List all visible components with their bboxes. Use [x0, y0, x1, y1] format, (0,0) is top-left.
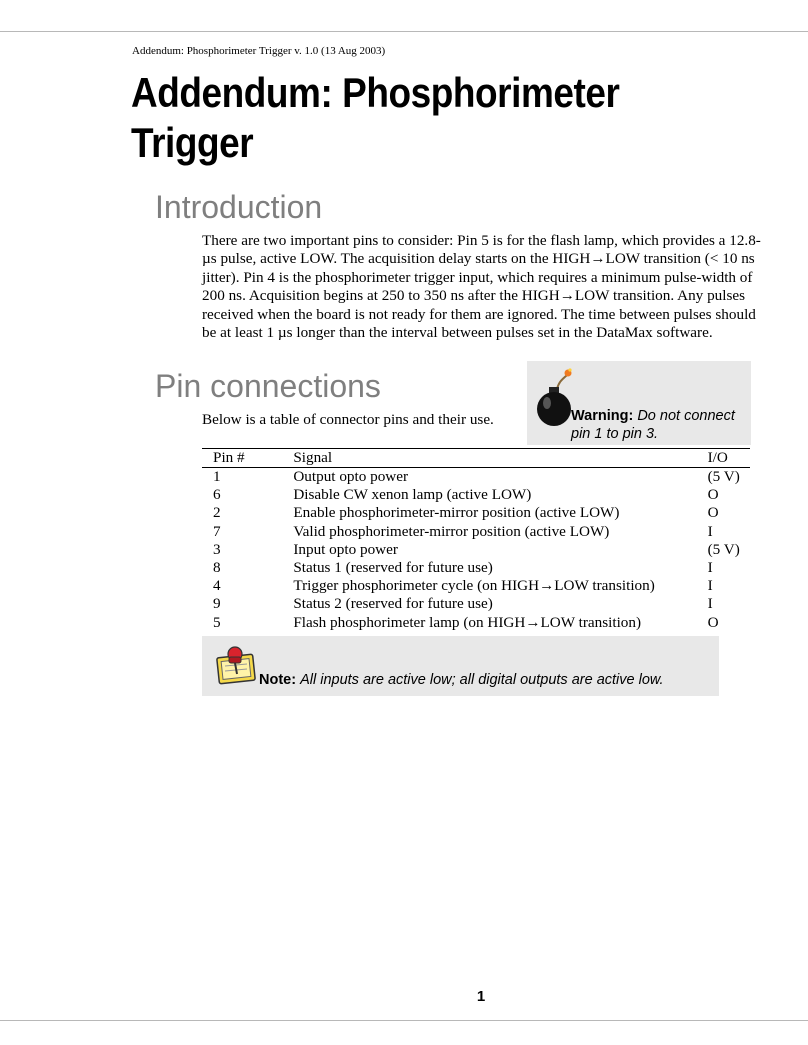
pin-cell: 9 [213, 595, 221, 613]
notepad-pushpin-icon [212, 640, 260, 688]
table-row [202, 577, 750, 595]
io-cell: (5 V) [707, 468, 740, 486]
note-label: Note: [259, 672, 297, 688]
signal-cell: Status 2 (reserved for future use) [293, 595, 493, 613]
pin-connections-heading: Pin connections [155, 368, 381, 404]
warning-message: Do not connect pin 1 to pin 3. [571, 408, 735, 442]
introduction-paragraph: There are two important pins to consider: Pin 5 is for the flash lamp, which provides a 12.8-µs pulse, active LOW. The acquisition delay starts on the HIGH→LOW transition (< 10 ns jitter). Pin 4 is the phosphorimeter trigger input, which requires a minimum pulse-width of 200 ns. Acquisition begins at 250 to 350 ns after the HIGH→LOW transition. Any pulses received when the board is not ready for them are ignored. The time between pulses should be at least 1 µs longer than the interval between pulses set in the DataMax software. [202, 232, 761, 342]
page-number: 1 [476, 988, 486, 1005]
io-cell: O [707, 613, 719, 631]
header-pin: Pin # [213, 449, 245, 466]
pin-cell: 7 [213, 522, 221, 540]
note-text [259, 672, 664, 688]
pin-cell: 1 [213, 468, 221, 486]
io-cell: I [707, 559, 713, 577]
io-cell: I [707, 522, 713, 540]
io-cell: O [707, 504, 719, 522]
signal-cell: Output opto power [293, 468, 409, 486]
warning-label: Warning: [571, 408, 634, 424]
header-rule [0, 31, 808, 32]
header-signal: Signal [293, 449, 333, 466]
note-callout [202, 636, 719, 696]
footer-rule [0, 1020, 808, 1021]
signal-cell: Disable CW xenon lamp (active LOW) [293, 486, 532, 504]
pin-table [202, 448, 750, 632]
table-row [202, 486, 750, 504]
table-row [202, 614, 750, 632]
warning-text [571, 407, 751, 443]
pin-cell: 4 [213, 577, 221, 595]
introduction-heading: Introduction [155, 189, 323, 225]
page-title: Addendum: Phosphorimeter Trigger [131, 69, 620, 166]
io-cell: (5 V) [707, 540, 740, 558]
pin-cell: 8 [213, 559, 221, 577]
table-row [202, 559, 750, 577]
pin-cell: 6 [213, 486, 221, 504]
bomb-icon [535, 365, 573, 427]
pin-cell: 3 [213, 540, 221, 558]
table-row [202, 504, 750, 522]
table-row [202, 595, 750, 613]
pin-cell: 5 [213, 613, 221, 631]
signal-cell: Trigger phosphorimeter cycle (on HIGH→LOW transition) [293, 577, 655, 595]
io-cell: I [707, 595, 713, 613]
header-io: I/O [707, 449, 728, 466]
table-intro-text: Below is a table of connector pins and their use. [202, 411, 494, 428]
table-row [202, 541, 750, 559]
table-row [202, 523, 750, 541]
signal-cell: Input opto power [293, 540, 398, 558]
warning-callout [527, 361, 751, 445]
signal-cell: Valid phosphorimeter-mirror position (active LOW) [293, 522, 610, 540]
pin-cell: 2 [213, 504, 221, 522]
io-cell: I [707, 577, 713, 595]
signal-cell: Flash phosphorimeter lamp (on HIGH→LOW transition) [293, 613, 642, 631]
signal-cell: Enable phosphorimeter-mirror position (active LOW) [293, 504, 620, 522]
table-row [202, 468, 750, 487]
io-cell: O [707, 486, 719, 504]
signal-cell: Status 1 (reserved for future use) [293, 559, 493, 577]
table-header-row [202, 449, 750, 468]
note-message: All inputs are active low; all digital outputs are active low. [300, 672, 664, 688]
running-header: Addendum: Phosphorimeter Trigger v. 1.0 (13 Aug 2003) [132, 45, 386, 57]
